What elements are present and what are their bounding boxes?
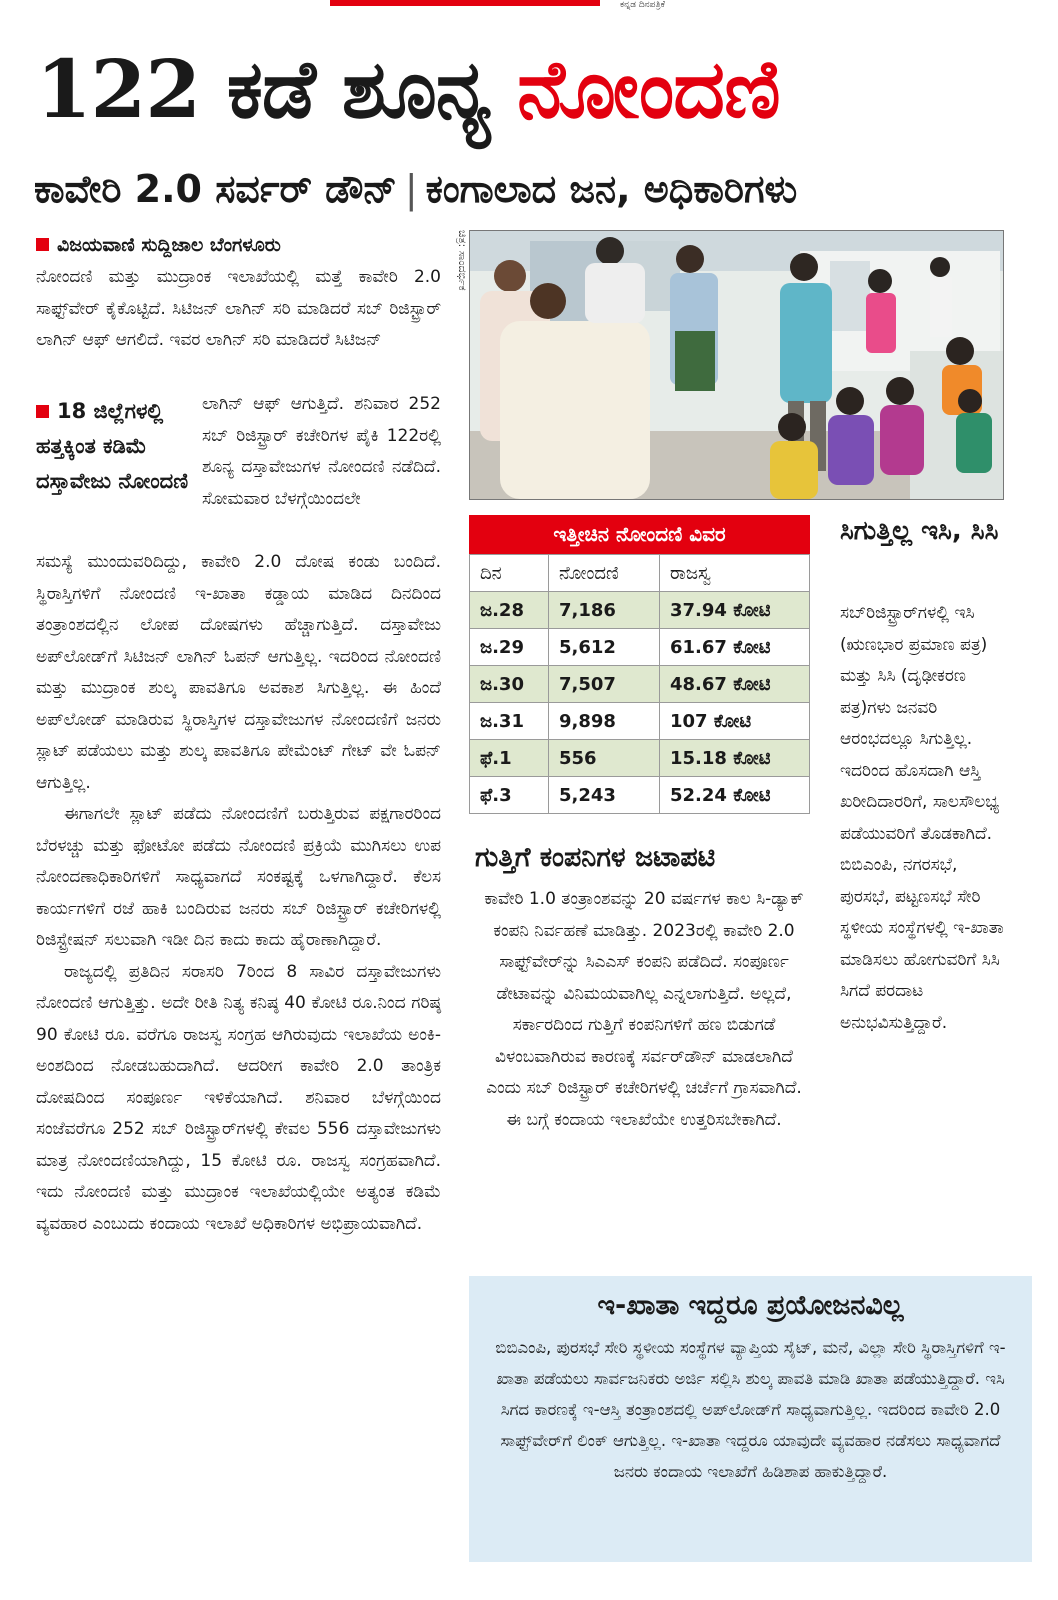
table-cell: 9,898 bbox=[549, 703, 660, 740]
table-cell: 61.67 ಕೋಟಿ bbox=[660, 629, 810, 666]
table-header-row bbox=[470, 555, 810, 592]
column-header-registrations: ನೋಂದಣಿ bbox=[549, 555, 660, 592]
masthead-tagline: ಕನ್ನಡ ದಿನಪತ್ರಿಕೆ bbox=[620, 0, 666, 10]
table-cell: 7,186 bbox=[549, 592, 660, 629]
table-cell: 5,243 bbox=[549, 777, 660, 814]
ekhata-heading: ಇ-ಖಾತಾ ಇದ್ದರೂ ಪ್ರಯೋಜನವಿಲ್ಲ bbox=[597, 1290, 904, 1321]
red-bullet-icon bbox=[36, 238, 49, 251]
table-cell: ಫೆ.1 bbox=[470, 740, 549, 777]
subheadline bbox=[34, 160, 1024, 218]
lede-continuation bbox=[202, 389, 441, 515]
table-cell: ಫೆ.3 bbox=[470, 777, 549, 814]
column-header-revenue: ರಾಜಸ್ವ bbox=[660, 555, 810, 592]
body-paragraph: ಸಮಸ್ಯೆ ಮುಂದುವರಿದಿದ್ದು, ಕಾವೇರಿ 2.0 ದೋಷ ಕಂಡು ಬಂದಿದೆ. ಸ್ಥಿರಾಸ್ತಿಗಳಿಗೆ ನೋಂದಣಿ ಇ-ಖಾತಾ ಕಡ್ಡಾಯ ಮಾಡಿದ ದಿನದಿಂದ ತಂತ್ರಾಂಶದಲ್ಲಿನ ಲೋಪ ದೋಷಗಳು ಹೆಚ್ಚಾಗುತ್ತಿದೆ. ದಸ್ತಾವೇಜು ಅಪ್‌ಲೋಡ್‌ಗೆ ಸಿಟಿಜನ್ ಲಾಗಿನ್ ಓಪನ್ ಆಗುತ್ತಿಲ್ಲ. ಇದರಿಂದ ನೋಂದಣಿ ಮತ್ತು ಮುದ್ರಾಂಕ ಶುಲ್ಕ ಪಾವತಿಗೂ ಅವಕಾಶ ಸಿಗುತ್ತಿಲ್ಲ. ಈ ಹಿಂದೆ ಅಪ್‌ಲೋಡ್ ಮಾಡಿರುವ ಸ್ಥಿರಾಸ್ತಿಗಳ ದಸ್ತಾವೇಜುಗಳ ನೋಂದಣಿಗೆ ಜನರು ಸ್ಲಾಟ್ ಪಡೆಯಲು ಮತ್ತು ಶುಲ್ಕ ಪಾವತಿಗೂ ಪೇಮೆಂಟ್ ಗೇಟ್ ವೇ ಓಪನ್ ಆಗುತ್ತಿಲ್ಲ. bbox=[36, 552, 441, 793]
lease-companies-body: ಕಾವೇರಿ 1.0 ತಂತ್ರಾಂಶವನ್ನು 20 ವರ್ಷಗಳ ಕಾಲ ಸಿ-ಡ್ಯಾಕ್ ಕಂಪನಿ ನಿರ್ವಹಣೆ ಮಾಡಿತ್ತು. 2023ರಲ್ಲಿ ಕಾವೇರಿ 2.0 ಸಾಫ್ಟ್‌ವೇರ್‌ನ್ನು ಸಿಎಎಸ್ ಕಂಪನಿ ಪಡೆದಿದೆ. ಸಂಪೂರ್ಣ ಡೇಟಾವನ್ನು ವಿನಿಮಯವಾಗಿಲ್ಲ ಎನ್ನಲಾಗುತ್ತಿದೆ. ಅಲ್ಲದೆ, ಸರ್ಕಾರದಿಂದ ಗುತ್ತಿಗೆ ಕಂಪನಿಗಳಿಗೆ ಹಣ ಬಿಡುಗಡೆ ವಿಳಂಬವಾಗಿರುವ ಕಾರಣಕ್ಕೆ ಸರ್ವರ್‌ಡೌನ್ ಮಾಡಲಾಗಿದೆ ಎಂದು ಸಬ್ ರಿಜಿಸ್ಟ್ರಾರ್ ಕಚೇರಿಗಳಲ್ಲಿ ಚರ್ಚೆಗೆ ಗ್ರಾಸವಾಗಿದೆ. ಈ ಬಗ್ಗೆ ಕಂದಾಯ ಇಲಾಖೆಯೇ ಉತ್ತರಿಸಬೇಕಾಗಿದೆ. bbox=[484, 889, 804, 1130]
byline bbox=[36, 230, 456, 260]
ec-cc-body: ಸಬ್‌ರಿಜಿಸ್ಟ್ರಾರ್‌ಗಳಲ್ಲಿ ಇಸಿ (ಋಣಭಾರ ಪ್ರಮಾಣ ಪತ್ರ) ಮತ್ತು ಸಿಸಿ (ದೃಢೀಕರಣ ಪತ್ರ)ಗಳು ಜನವರಿ ಆರಂಭದಲ್ಲೂ ಸಿಗುತ್ತಿಲ್ಲ. ಇದರಿಂದ ಹೊಸದಾಗಿ ಆಸ್ತಿ ಖರೀದಿದಾರರಿಗೆ, ಸಾಲಸೌಲಭ್ಯ ಪಡೆಯುವರಿಗೆ ತೊಡಕಾಗಿದೆ. ಬಿಬಿಎಂಪಿ, ನಗರಸಭೆ, ಪುರಸಭೆ, ಪಟ್ಟಣಸಭೆ ಸೇರಿ ಸ್ಥಳೀಯ ಸಂಸ್ಥೆಗಳಲ್ಲಿ ಇ-ಖಾತಾ ಮಾಡಿಸಲು ಹೋಗುವರಿಗೆ ಸಿಸಿ ಸಿಗದೆ ಪರದಾಟ ಅನುಭವಿಸುತ್ತಿದ್ದಾರೆ. bbox=[840, 603, 1004, 1033]
table-cell: 15.18 ಕೋಟಿ bbox=[660, 740, 810, 777]
lede-side-text: ಲಾಗಿನ್ ಆಫ್ ಆಗುತ್ತಿದೆ. ಶನಿವಾರ 252 ಸಬ್ ರಿಜಿಸ್ಟ್ರಾರ್ ಕಚೇರಿಗಳ ಪೈಕಿ 122ರಲ್ಲಿ ಶೂನ್ಯ ದಸ್ತಾವೇಜುಗಳ ನೋಂದಣಿ ನಡೆದಿದೆ. ಸೋಮವಾರ ಬೆಳಗ್ಗೆಯಿಂದಲೇ bbox=[202, 394, 441, 509]
table-cell: 52.24 ಕೋಟಿ bbox=[660, 777, 810, 814]
body-paragraph: ರಾಜ್ಯದಲ್ಲಿ ಪ್ರತಿದಿನ ಸರಾಸರಿ 7ರಿಂದ 8 ಸಾವಿರ ದಸ್ತಾವೇಜುಗಳು ನೋಂದಣಿ ಆಗುತ್ತಿತ್ತು. ಅದೇ ರೀತಿ ನಿತ್ಯ ಕನಿಷ್ಠ 40 ಕೋಟಿ ರೂ.ನಿಂದ ಗರಿಷ್ಠ 90 ಕೋಟಿ ರೂ. ವರೆಗೂ ರಾಜಸ್ವ ಸಂಗ್ರಹ ಆಗಿರುವುದು ಇಲಾಖೆಯ ಅಂಕಿ-ಅಂಶದಿಂದ ನೋಡಬಹುದಾಗಿದೆ. ಆದರೀಗ ಕಾವೇರಿ 2.0 ತಾಂತ್ರಿಕ ದೋಷದಿಂದ ಸಂಪೂರ್ಣ ಇಳಿಕೆಯಾಗಿದೆ. ಶನಿವಾರ ಬೆಳಗ್ಗೆಯಿಂದ ಸಂಜೆವರೆಗೂ 252 ಸಬ್ ರಿಜಿಸ್ಟ್ರಾರ್‌ಗಳಲ್ಲಿ ಕೇವಲ 556 ದಸ್ತಾವೇಜುಗಳು ಮಾತ್ರ ನೋಂದಣಿಯಾಗಿದ್ದು, 15 ಕೋಟಿ ರೂ. ರಾಜಸ್ವ ಸಂಗ್ರಹವಾಗಿದೆ. ಇದು ನೋಂದಣಿ ಮತ್ತು ಮುದ್ರಾಂಕ ಇಲಾಖೆಯಲ್ಲಿಯೇ ಅತ್ಯಂತ ಕಡಿಮೆ ವ್ಯವಹಾರ ಎಂಬುದು ಕಂದಾಯ ಇಲಾಖೆ ಅಧಿಕಾರಿಗಳ ಅಭಿಪ್ರಾಯವಾಗಿದೆ. bbox=[36, 961, 441, 1234]
table-row bbox=[470, 592, 810, 629]
masthead-logo-fragment bbox=[330, 0, 600, 6]
crowd-photo-illustration bbox=[470, 231, 1003, 499]
ekhata-box bbox=[469, 1276, 1032, 1562]
body-paragraph: ಈಗಾಗಲೇ ಸ್ಲಾಟ್ ಪಡೆದು ನೋಂದಣಿಗೆ ಬರುತ್ತಿರುವ ಪಕ್ಷಗಾರರಿಂದ ಬೆರಳಚ್ಚು ಮತ್ತು ಫೋಟೋ ಪಡೆದು ನೋಂದಣಿ ಪ್ರಕ್ರಿಯೆ ಮುಗಿಸಲು ಉಪ ನೋಂದಣಾಧಿಕಾರಿಗಳಿಗೆ ಸಾಧ್ಯವಾಗದೆ ಸಂಕಷ್ಟಕ್ಕೆ ಒಳಗಾಗಿದ್ದಾರೆ. ಕೆಲಸ ಕಾರ್ಯಗಳಿಗೆ ರಜೆ ಹಾಕಿ ಬಂದಿರುವ ಜನರು ಸಬ್ ರಿಜಿಸ್ಟ್ರಾರ್ ಕಚೇರಿಗಳಲ್ಲಿ ರಿಜಿಸ್ಟ್ರೇಷನ್ ಸಲುವಾಗಿ ಇಡೀ ದಿನ ಕಾದು ಕಾದು ಹೈರಾಣಾಗಿದ್ದಾರೆ. bbox=[36, 804, 441, 950]
lease-companies-heading: ಗುತ್ತಿಗೆ ಕಂಪನಿಗಳ ಜಟಾಪಟಿ bbox=[475, 842, 716, 873]
headline-black: 122 ಕಡೆ ಶೂನ್ಯ bbox=[36, 42, 518, 136]
table-title: ಇತ್ತೀಚಿನ ನೋಂದಣಿ ವಿವರ bbox=[469, 515, 810, 554]
table-cell: 7,507 bbox=[549, 666, 660, 703]
table-cell: 48.67 ಕೋಟಿ bbox=[660, 666, 810, 703]
table-row bbox=[470, 777, 810, 814]
red-bullet-icon bbox=[36, 405, 49, 418]
table-cell: 37.94 ಕೋಟಿ bbox=[660, 592, 810, 629]
table-row bbox=[470, 666, 810, 703]
article-body bbox=[36, 547, 441, 1240]
table-row bbox=[470, 703, 810, 740]
table-cell: ಜ.31 bbox=[470, 703, 549, 740]
photo-credit: ಚಿತ್ರ: ಸಾಂದರ್ಭಿಕ bbox=[456, 230, 469, 291]
subhead-left: ಕಾವೇರಿ 2.0 ಸರ್ವರ್ ಡೌನ್ bbox=[34, 167, 397, 211]
ec-cc-heading: ಸಿಗುತ್ತಿಲ್ಲ ಇಸಿ, ಸಿಸಿ bbox=[840, 516, 999, 546]
table-cell: ಜ.29 bbox=[470, 629, 549, 666]
lede-text: ನೋಂದಣಿ ಮತ್ತು ಮುದ್ರಾಂಕ ಇಲಾಖೆಯಲ್ಲಿ ಮತ್ತೆ ಕಾವೇರಿ 2.0 ಸಾಫ್ಟ್‌ವೇರ್ ಕೈಕೊಟ್ಟಿದೆ. ಸಿಟಿಜನ್ ಲಾಗಿನ್ ಸರಿ ಮಾಡಿದರೆ ಸಬ್ ರಿಜಿಸ್ಟ್ರಾರ್ ಲಾಗಿನ್ ಆಫ್ ಆಗಲಿದೆ. ಇವರ ಲಾಗಿನ್ ಸರಿ ಮಾಡಿದರೆ ಸಿಟಿಜನ್ bbox=[36, 267, 441, 350]
registration-data-table bbox=[469, 554, 810, 814]
table-cell: ಜ.30 bbox=[470, 666, 549, 703]
registration-table bbox=[469, 515, 810, 814]
table-row bbox=[470, 629, 810, 666]
subhead-separator: | bbox=[404, 167, 418, 211]
headline-red: ನೋಂದಣಿ bbox=[517, 42, 780, 136]
table-cell: ಜ.28 bbox=[470, 592, 549, 629]
table-cell: 5,612 bbox=[549, 629, 660, 666]
ekhata-body: ಬಿಬಿಎಂಪಿ, ಪುರಸಭೆ ಸೇರಿ ಸ್ಥಳೀಯ ಸಂಸ್ಥೆಗಳ ವ್ಯಾಪ್ತಿಯ ಸೈಟ್, ಮನೆ, ವಿಲ್ಲಾ ಸೇರಿ ಸ್ಥಿರಾಸ್ತಿಗಳಿಗೆ ಇ-ಖಾತಾ ಪಡೆಯಲು ಸಾರ್ವಜನಿಕರು ಅರ್ಜಿ ಸಲ್ಲಿಸಿ ಶುಲ್ಕ ಪಾವತಿ ಮಾಡಿ ಖಾತಾ ಪಡೆಯುತ್ತಿದ್ದಾರೆ. ಇಸಿ ಸಿಗದ ಕಾರಣಕ್ಕೆ ಇ-ಆಸ್ತಿ ತಂತ್ರಾಂಶದಲ್ಲಿ ಅಪ್‌ಲೋಡ್‌ಗೆ ಸಾಧ್ಯವಾಗುತ್ತಿಲ್ಲ. ಇದರಿಂದ ಕಾವೇರಿ 2.0 ಸಾಫ್ಟ್‌ವೇರ್‌ಗೆ ಲಿಂಕ್ ಆಗುತ್ತಿಲ್ಲ. ಇ-ಖಾತಾ ಇದ್ದರೂ ಯಾವುದೇ ವ್ಯವಹಾರ ನಡೆಸಲು ಸಾಧ್ಯವಾಗದೆ ಜನರು ಕಂದಾಯ ಇಲಾಖೆಗೆ ಹಿಡಿಶಾಪ ಹಾಕುತ್ತಿದ್ದಾರೆ. bbox=[495, 1338, 1006, 1481]
column-header-day: ದಿನ bbox=[470, 555, 549, 592]
subhead-right: ಕಂಗಾಲಾದ ಜನ, ಅಧಿಕಾರಿಗಳು bbox=[425, 167, 798, 211]
callout-text: 18 ಜಿಲ್ಲೆಗಳಲ್ಲಿ ಹತ್ತಕ್ಕಿಂತ ಕಡಿಮೆ ದಸ್ತಾವೇಜು ನೋಂದಣಿ bbox=[36, 399, 189, 493]
table-row bbox=[470, 740, 810, 777]
lede-paragraph bbox=[36, 262, 441, 357]
callout-box bbox=[36, 394, 191, 499]
table-cell: 556 bbox=[549, 740, 660, 777]
headline bbox=[36, 24, 1026, 154]
byline-text: ವಿಜಯವಾಣಿ ಸುದ್ದಿಜಾಲ ಬೆಂಗಳೂರು bbox=[57, 234, 281, 256]
news-photo bbox=[469, 230, 1004, 500]
table-cell: 107 ಕೋಟಿ bbox=[660, 703, 810, 740]
